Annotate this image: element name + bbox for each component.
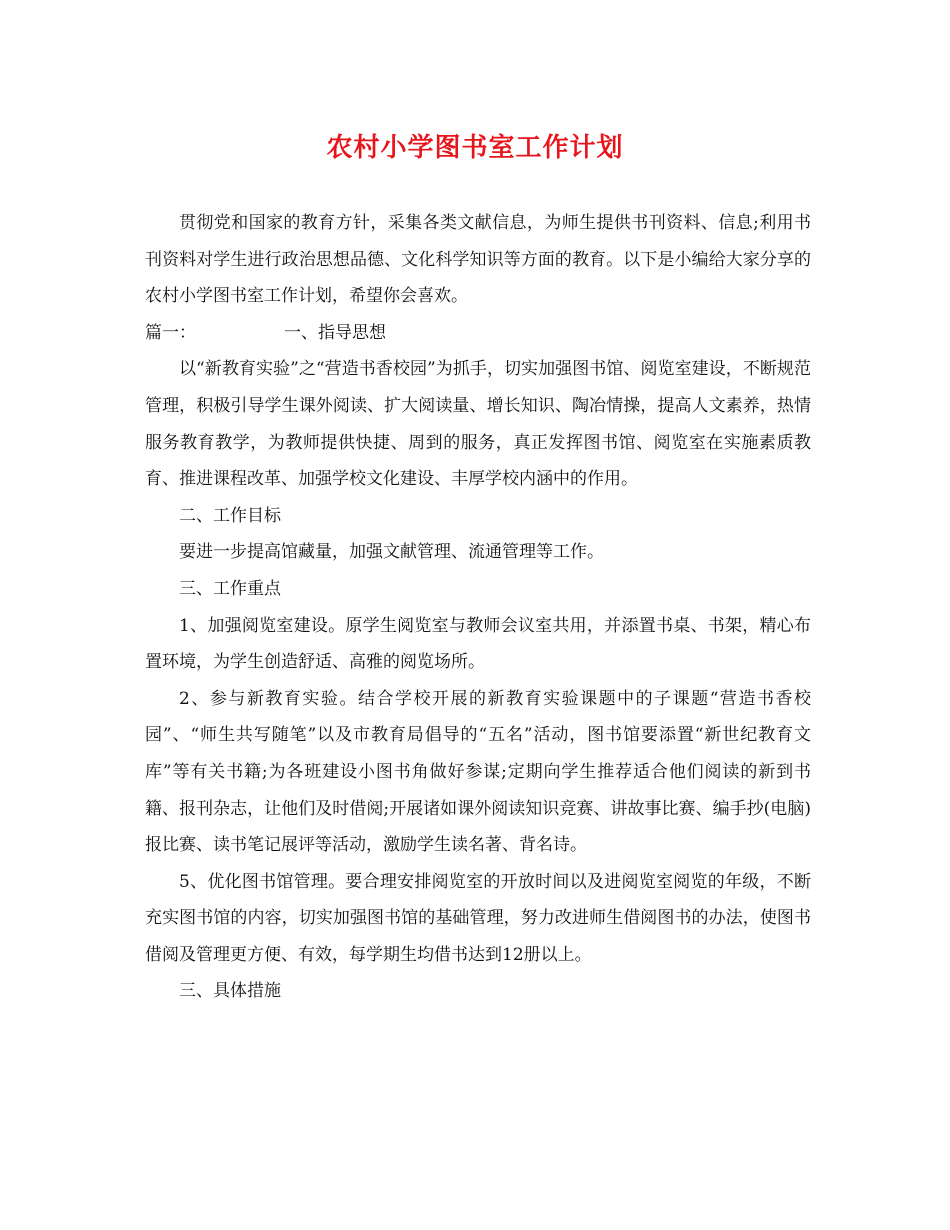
- section-heading: 一、指导思想: [284, 322, 386, 343]
- section-line: [145, 315, 811, 352]
- document-title: 农村小学图书室工作计划: [326, 133, 624, 163]
- focus-item-2: 2、参与新教育实验。结合学校开展的新教育实验课题中的子课题“营造书香校园”、“师生共写随笔”以及市教育局倡导的“五名”活动，图书馆要添置“新世纪教育文库”等有关书籍;为各班建设小图书角做好参谋;定期向学生推荐适合他们阅读的新到书籍、报刊杂志，让他们及时借阅;开展诸如课外阅读知识竞赛、讲故事比赛、编手抄(电脑)报比赛、读书笔记展评等活动，激励学生读名著、背名诗。: [145, 688, 811, 856]
- intro-paragraph: 贯彻党和国家的教育方针，采集各类文献信息，为师生提供书刊资料、信息;利用书刊资料对学生进行政治思想品德、文化科学知识等方面的教育。以下是小编给大家分享的农村小学图书室工作计划，希望你会喜欢。: [145, 213, 811, 307]
- heading-work-focus: 三、工作重点: [179, 578, 281, 599]
- work-goals-paragraph: 要进一步提高馆藏量，加强文献管理、流通管理等工作。: [179, 542, 604, 563]
- heading-specific-measures: 三、具体措施: [179, 981, 281, 1002]
- section-label: 篇一：: [145, 322, 196, 343]
- document-body: [145, 205, 811, 1010]
- focus-item-1: 1、加强阅览室建设。原学生阅览室与教师会议室共用，并添置书桌、书架，精心布置环境，为学生创造舒适、高雅的阅览场所。: [145, 615, 811, 673]
- heading-work-goals: 二、工作目标: [179, 505, 281, 526]
- focus-item-5: 5、优化图书馆管理。要合理安排阅览室的开放时间以及进阅览室阅览的年级，不断充实图书馆的内容，切实加强图书馆的基础管理，努力改进师生借阅图书的办法，使图书借阅及管理更方便、有效，每学期生均借书达到12册以上。: [145, 871, 811, 965]
- guiding-thought-paragraph: 以“新教育实验”之“营造书香校园”为抓手，切实加强图书馆、阅览室建设，不断规范管理，积极引导学生课外阅读、扩大阅读量、增长知识、陶冶情操，提高人文素养，热情服务教育教学，为教师提供快捷、周到的服务，真正发挥图书馆、阅览室在实施素质教育、推进课程改革、加强学校文化建设、丰厚学校内涵中的作用。: [145, 359, 811, 490]
